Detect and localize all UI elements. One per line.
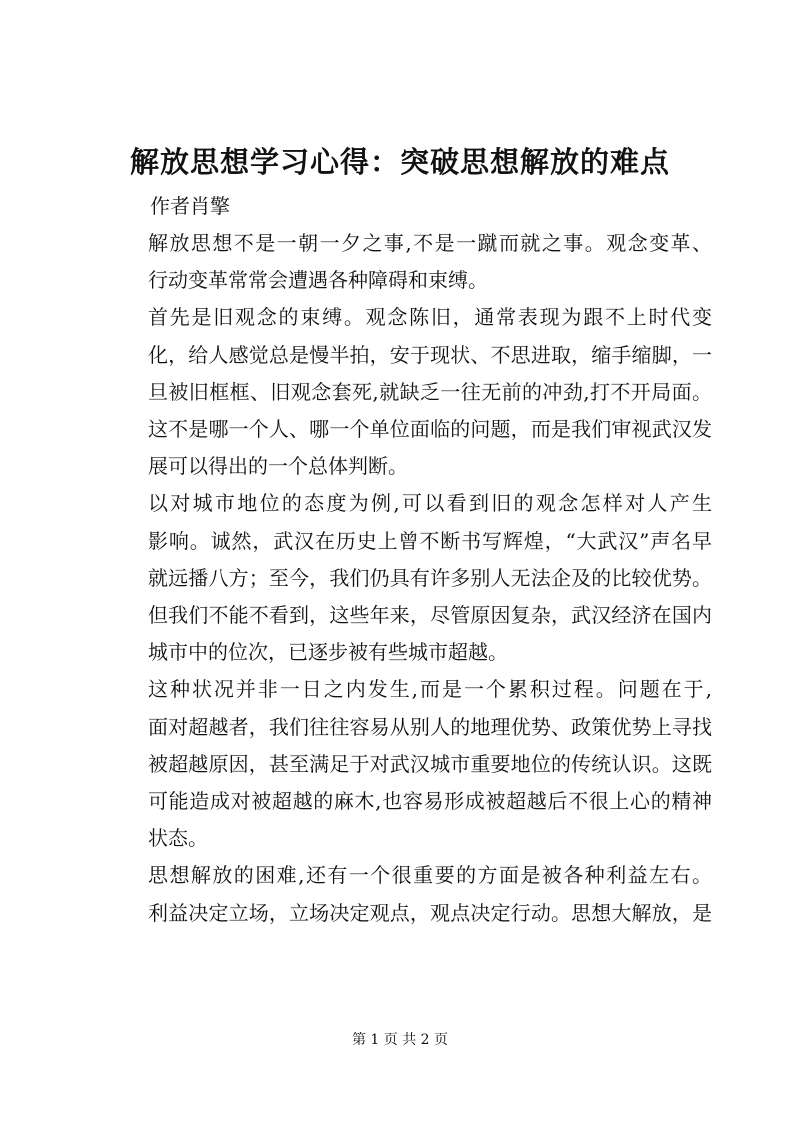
text-line: 展可以得出的一个总体判断。: [148, 454, 408, 479]
text-line: 可能造成对被超越的麻木,也容易形成被超越后不很上心的精神: [148, 789, 712, 814]
paragraph: [108, 225, 712, 299]
text-line: 状态。: [148, 826, 208, 851]
text-line: 行动变革常常会遭遇各种障碍和束缚。: [148, 268, 488, 293]
text-line: 解放思想不是一朝一夕之事,不是一蹴而就之事。观念变革、: [148, 231, 712, 255]
paragraph: [108, 857, 712, 931]
text-line: 以对城市地位的态度为例,可以看到旧的观念怎样对人产生: [148, 491, 712, 516]
text-line: 化，给人感觉总是慢半拍，安于现状、不思进取，缩手缩脚，一: [148, 342, 712, 367]
text-line: 城市中的位次，已逐步被有些城市超越。: [148, 640, 508, 665]
text-line: 影响。诚然，武汉在历史上曾不断书写辉煌，“大武汉”声名早: [148, 528, 712, 553]
text-line: 面对超越者，我们往往容易从别人的地理优势、政策优势上寻找: [148, 714, 712, 739]
text-line: 利益决定立场，立场决定观点，观点决定行动。思想大解放，是: [148, 900, 712, 925]
text-line: 思想解放的困难,还有一个很重要的方面是被各种利益左右。: [148, 863, 712, 888]
text-line: 这不是哪一个人、哪一个单位面临的问题，而是我们审视武汉发: [148, 417, 712, 442]
page-footer: 第 1 页 共 2 页: [351, 1032, 449, 1048]
text-line: 这种状况并非一日之内发生,而是一个累积过程。问题在于,: [148, 677, 712, 702]
author-line: 作者肖擎: [150, 194, 230, 218]
paragraph: [108, 299, 712, 485]
paragraph: [108, 671, 712, 857]
document-body: [108, 225, 712, 932]
text-line: 首先是旧观念的束缚。观念陈旧，通常表现为跟不上时代变: [148, 305, 712, 330]
paragraph: [108, 485, 712, 671]
document-title: 解放思想学习心得：突破思想解放的难点: [129, 145, 670, 179]
text-line: 就远播八方；至今，我们仍具有许多别人无法企及的比较优势。: [148, 565, 712, 590]
text-line: 被超越原因，甚至满足于对武汉城市重要地位的传统认识。这既: [148, 751, 712, 776]
text-line: 但我们不能不看到，这些年来，尽管原因复杂，武汉经济在国内: [148, 603, 712, 628]
text-line: 旦被旧框框、旧观念套死,就缺乏一往无前的冲劲,打不开局面。: [148, 379, 712, 404]
